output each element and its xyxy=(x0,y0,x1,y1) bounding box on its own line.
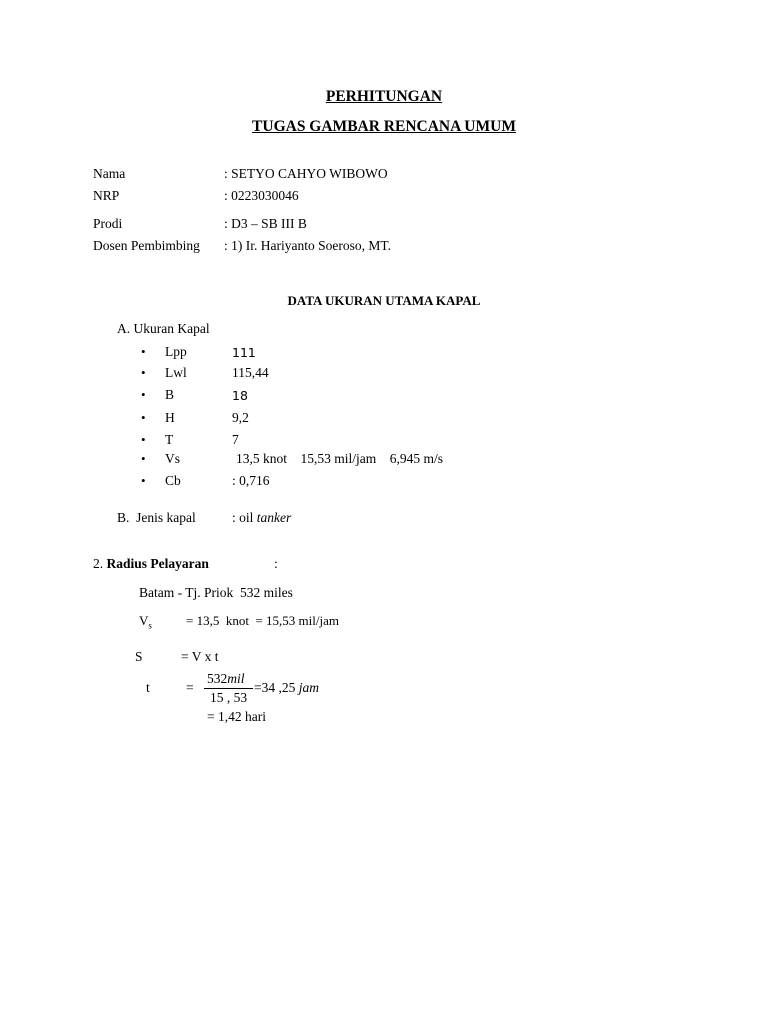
jenis-kapal-prefix: : oil xyxy=(232,510,257,525)
section2-number: 2. xyxy=(93,556,107,571)
subsection-ukuran-kapal: A. Ukuran Kapal xyxy=(117,321,210,336)
nama-value: : SETYO CAHYO WIBOWO xyxy=(224,166,388,181)
prodi-label: Prodi xyxy=(93,216,123,231)
item-value-t: 7 xyxy=(232,432,239,447)
item-value-lpp: 111 xyxy=(232,345,256,360)
t-label: t xyxy=(146,680,150,695)
item-value-h: 9,2 xyxy=(232,410,249,425)
item-label-lpp: Lpp xyxy=(165,344,187,359)
nrp-value: : 0223030046 xyxy=(224,188,299,203)
bullet-icon: • xyxy=(141,473,146,488)
jenis-kapal-label: B. Jenis kapal xyxy=(117,510,196,525)
fraction-num-value: 532 xyxy=(207,671,228,686)
section2-title: Radius Pelayaran xyxy=(106,556,209,571)
doc-title: PERHITUNGAN xyxy=(325,88,443,105)
jenis-kapal-italic: tanker xyxy=(256,510,292,525)
nama-label: Nama xyxy=(93,166,126,181)
section2-colon: : xyxy=(274,556,278,571)
doc-subtitle: TUGAS GAMBAR RENCANA UMUM xyxy=(252,118,516,135)
nrp-label: NRP xyxy=(93,188,120,203)
prodi-value: : D3 – SB III B xyxy=(224,216,307,231)
item-label-vs: Vs xyxy=(165,451,181,466)
fraction-num-unit: mil xyxy=(227,671,245,686)
vs-equation: = 13,5 knot = 15,53 mil/jam xyxy=(186,613,339,628)
item-value-b: 18 xyxy=(232,388,248,403)
item-label-t: T xyxy=(165,432,174,447)
item-value-vs: 13,5 knot 15,53 mil/jam 6,945 m/s xyxy=(236,451,444,466)
bullet-icon: • xyxy=(141,451,146,466)
fraction-result-unit: jam xyxy=(298,680,319,695)
item-label-h: H xyxy=(165,410,175,425)
fraction-numerator xyxy=(207,671,245,687)
route-text: Batam - Tj. Priok 532 miles xyxy=(139,585,293,600)
item-value-cb: : 0,716 xyxy=(232,473,270,488)
t-equals: = xyxy=(186,680,194,695)
section-heading-data-ukuran: DATA UKURAN UTAMA KAPAL xyxy=(287,293,481,308)
fraction-result xyxy=(254,680,319,696)
section2-heading xyxy=(93,556,209,572)
item-label-lwl: Lwl xyxy=(165,365,187,380)
fraction-result-value: =34 ,25 xyxy=(254,680,299,695)
dosen-value: : 1) Ir. Hariyanto Soeroso, MT. xyxy=(224,238,391,253)
vs-symbol: V xyxy=(139,613,149,628)
fraction-bar xyxy=(204,688,253,689)
item-label-b: B xyxy=(165,387,175,402)
item-value-lwl: 115,44 xyxy=(232,365,269,380)
s-equation: = V x t xyxy=(181,649,219,664)
fraction-denominator: 15 , 53 xyxy=(210,690,248,705)
jenis-kapal-value xyxy=(232,510,291,526)
bullet-icon: • xyxy=(141,387,146,402)
bullet-icon: • xyxy=(141,432,146,447)
bullet-icon: • xyxy=(141,344,146,359)
vs-subscript: s xyxy=(148,620,152,631)
bullet-icon: • xyxy=(141,410,146,425)
s-label: S xyxy=(135,649,143,664)
bullet-icon: • xyxy=(141,365,146,380)
days-result: = 1,42 hari xyxy=(207,709,266,724)
dosen-label: Dosen Pembimbing xyxy=(93,238,200,253)
item-label-cb: Cb xyxy=(165,473,181,488)
vs-label xyxy=(139,613,152,631)
